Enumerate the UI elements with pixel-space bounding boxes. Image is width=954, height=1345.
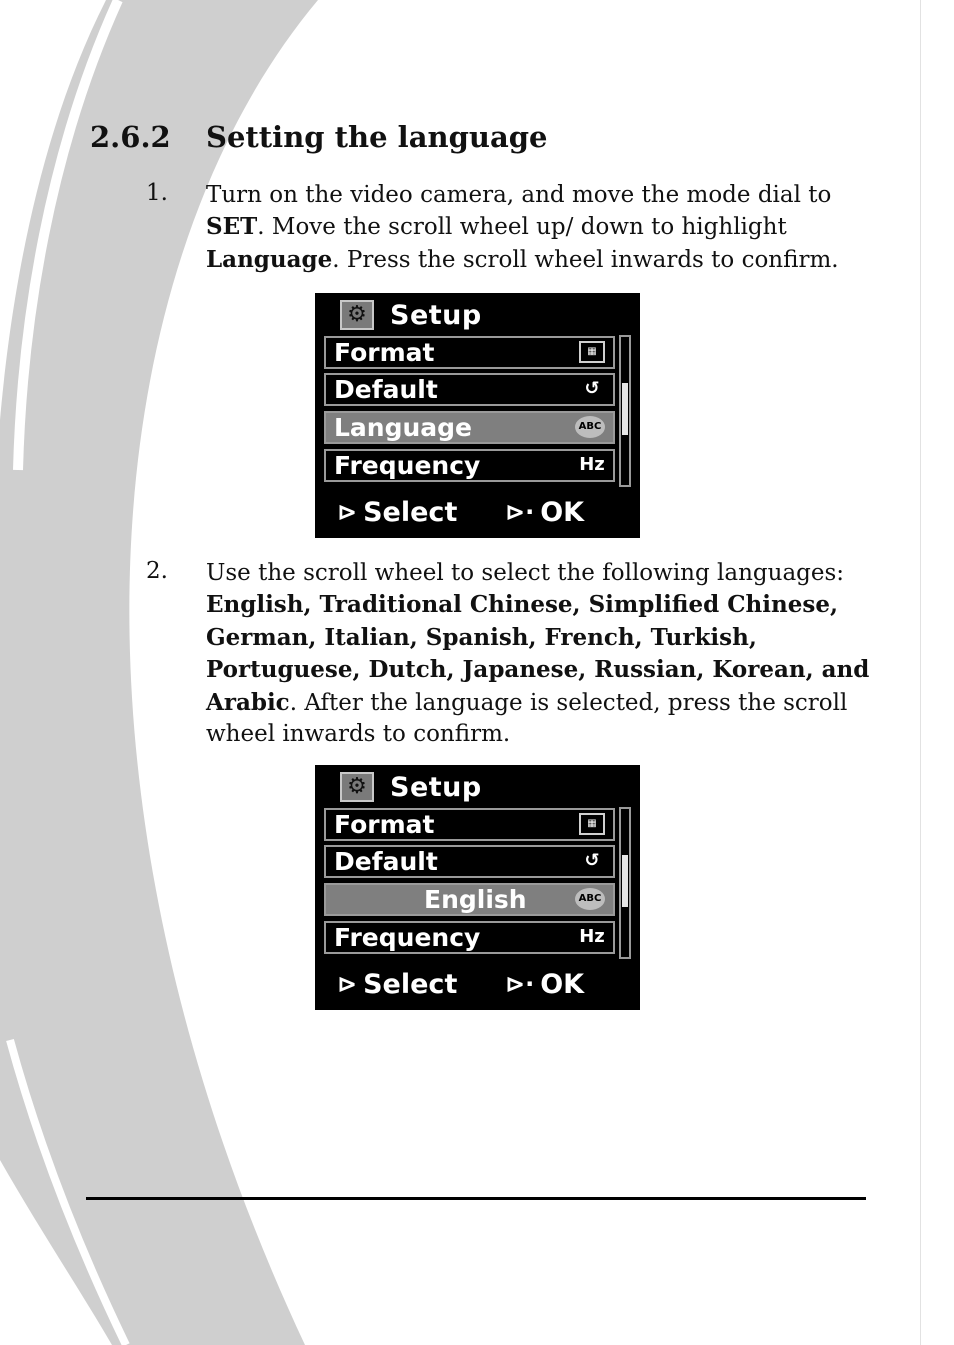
- footer-select-label: Select: [363, 968, 458, 1000]
- footer-select-label: Select: [363, 496, 458, 528]
- language-abc-icon: ABC: [575, 888, 605, 910]
- camera-screen-setup-menu: [315, 293, 640, 538]
- menu-row-label: Default: [334, 847, 438, 876]
- step-number: 2.: [146, 558, 168, 584]
- menu-row-format[interactable]: [324, 808, 615, 841]
- menu-row-label: Frequency: [334, 451, 481, 480]
- menu-row-label: English: [424, 885, 527, 914]
- menu-row-frequency[interactable]: [324, 449, 615, 482]
- default-reset-icon: ↺: [584, 378, 600, 399]
- press-ok-icon: ⊳·: [505, 970, 535, 998]
- camera-screen-language-select: [315, 765, 640, 1010]
- section-number: 2.6.2: [90, 120, 171, 154]
- text-run: . Press the scroll wheel inwards to confirm.: [332, 246, 839, 273]
- bold-run: English, Traditional Chinese, Simplified Chinese, German, Italian, Spanish, French, Turkish, Portuguese, Dutch, Japanese, Russian, Korean, and Arabic: [206, 591, 870, 716]
- footer-ok-hint: [505, 491, 584, 533]
- menu-row-default[interactable]: [324, 845, 615, 878]
- menu-row-frequency[interactable]: [324, 921, 615, 954]
- menu-row-language[interactable]: [324, 411, 615, 444]
- screen-header: [340, 297, 482, 333]
- frequency-hz-icon: Hz: [579, 454, 605, 475]
- default-reset-icon: ↺: [584, 850, 600, 871]
- step-number: 1.: [146, 180, 168, 206]
- text-run: . After the language is selected, press the scroll wheel inwards to confirm.: [206, 689, 848, 748]
- language-abc-icon: ABC: [575, 416, 605, 438]
- frequency-hz-icon: Hz: [579, 926, 605, 947]
- section-title: Setting the language: [206, 120, 548, 154]
- menu-row-label: Default: [334, 375, 438, 404]
- scroll-wheel-icon: ⊳: [337, 970, 358, 998]
- menu-row-language-english[interactable]: [324, 883, 615, 916]
- footer-ok-hint: [505, 963, 584, 1005]
- gear-icon: ⚙: [340, 300, 374, 330]
- footer-ok-label: OK: [540, 968, 585, 1000]
- page-edge-line: [920, 0, 921, 1345]
- text-run: Use the scroll wheel to select the following languages:: [206, 560, 845, 586]
- bold-run: SET: [206, 213, 258, 241]
- format-icon: ▦: [579, 813, 605, 835]
- scroll-wheel-icon: ⊳: [337, 498, 358, 526]
- footer-select-hint: [337, 963, 457, 1005]
- menu-row-default[interactable]: [324, 373, 615, 406]
- text-run: . Move the scroll wheel up/ down to highlight: [257, 214, 787, 241]
- text-run: Turn on the video camera, and move the mode dial to: [206, 182, 832, 208]
- menu-scrollbar: [619, 807, 631, 959]
- menu-row-label: Format: [334, 810, 435, 839]
- scrollbar-thumb: [622, 383, 628, 435]
- gear-icon: ⚙: [340, 772, 374, 802]
- scrollbar-thumb: [622, 855, 628, 907]
- menu-scrollbar: [619, 335, 631, 487]
- menu-row-label: Language: [334, 413, 473, 442]
- footer-rule: [86, 1197, 866, 1200]
- step-text: [206, 180, 876, 276]
- menu-row-format[interactable]: [324, 336, 615, 369]
- format-icon: ▦: [579, 341, 605, 363]
- press-ok-icon: ⊳·: [505, 498, 535, 526]
- bold-run: Language: [206, 245, 333, 273]
- screen-header: [340, 769, 482, 805]
- menu-row-label: Format: [334, 338, 435, 367]
- footer-select-hint: [337, 491, 457, 533]
- footer-ok-label: OK: [540, 496, 585, 528]
- step-text: [206, 558, 876, 750]
- menu-row-label: Frequency: [334, 923, 481, 952]
- screen-title: Setup: [390, 299, 482, 331]
- screen-title: Setup: [390, 771, 482, 803]
